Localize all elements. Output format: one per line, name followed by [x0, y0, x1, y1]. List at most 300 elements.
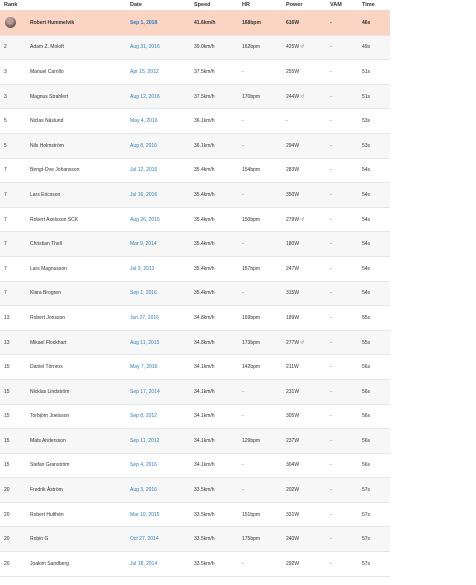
athlete-name-text[interactable]: Fredrik Åström [30, 487, 63, 494]
activity-date-link-text[interactable]: Sep 4, 2016 [130, 462, 157, 469]
time-cell [358, 60, 390, 85]
time-cell [358, 453, 390, 478]
activity-date-link[interactable] [126, 453, 190, 478]
time-cell [358, 109, 390, 134]
vam-cell-text: - [330, 118, 332, 125]
table-row [0, 60, 390, 85]
vam-cell [326, 527, 358, 552]
time-cell-text: 57s [362, 536, 371, 543]
vam-cell-text: - [330, 44, 332, 51]
athlete-name-text[interactable]: Robert Axelsson SCK [30, 216, 79, 223]
power-cell [282, 502, 326, 527]
table-row [0, 552, 390, 577]
vam-cell-text: - [330, 339, 332, 346]
hr-cell [238, 502, 282, 527]
activity-date-link[interactable] [126, 330, 190, 355]
speed-cell [190, 478, 238, 503]
hr-cell-text: 129bpm [242, 437, 261, 444]
power-cell [282, 552, 326, 577]
activity-date-link[interactable] [126, 232, 190, 257]
time-cell [358, 355, 390, 380]
time-cell [358, 35, 390, 60]
speed-cell [190, 84, 238, 109]
vam-cell [326, 478, 358, 503]
hr-cell [238, 404, 282, 429]
activity-date-link-text[interactable]: Sep 17, 2014 [130, 388, 160, 395]
hr-cell [238, 207, 282, 232]
table-row [0, 11, 390, 36]
table-row [0, 404, 390, 429]
athlete-name[interactable] [26, 404, 126, 429]
vam-cell [326, 133, 358, 158]
time-cell [358, 502, 390, 527]
hr-cell-text: 151bpm [242, 511, 261, 518]
speed-cell-text: 37.5km/h [194, 93, 215, 100]
speed-cell [190, 60, 238, 85]
power-cell-text: 331W [286, 511, 300, 518]
time-cell [358, 133, 390, 158]
header-row [0, 0, 390, 11]
power-cell-text: 240W [286, 536, 300, 543]
hr-cell-text: 150bpm [242, 216, 261, 223]
hr-cell [238, 133, 282, 158]
time-cell [358, 256, 390, 281]
vam-cell [326, 158, 358, 183]
vam-cell [326, 35, 358, 60]
speed-cell [190, 35, 238, 60]
vam-cell-text: - [330, 142, 332, 149]
time-cell-text: 55s [362, 314, 371, 321]
activity-date-link[interactable] [126, 527, 190, 552]
time-cell-text: 54s [362, 167, 371, 174]
power-cell-text: 189W [286, 314, 300, 321]
partial-cell [282, 576, 326, 585]
vam-cell-text: - [330, 462, 332, 469]
partial-cell [358, 576, 390, 585]
partial-cell [26, 576, 126, 585]
athlete-name[interactable] [26, 158, 126, 183]
vam-cell [326, 109, 358, 134]
time-cell-text: 56s [362, 364, 371, 371]
athlete-name-text[interactable]: Adam Z. Moloft [30, 44, 64, 51]
hr-cell-text: - [242, 388, 244, 395]
rank-cell: 20 [0, 478, 26, 503]
rank-cell: 13 [0, 306, 26, 331]
rank-cell: 5 [0, 133, 26, 158]
athlete-name-text[interactable]: Nicklas Lindström [30, 388, 70, 395]
power-cell-text: 277W [286, 339, 300, 346]
hr-cell-text: 173bpm [242, 339, 261, 346]
header-date[interactable]: Date [126, 0, 190, 11]
activity-date-link[interactable] [126, 207, 190, 232]
activity-date-link-text[interactable]: Sep 8, 2012 [130, 413, 157, 420]
vam-cell-text: - [330, 93, 332, 100]
activity-date-link[interactable] [126, 429, 190, 454]
vam-cell [326, 404, 358, 429]
header-vam[interactable]: VAM [326, 0, 358, 11]
power-cell-text: 247W [286, 265, 300, 272]
athlete-name-text[interactable]: Robin G [30, 536, 49, 543]
athlete-name-text[interactable]: Lars Magnusson [30, 265, 67, 272]
activity-date-link-text[interactable]: Jul 3, 2013 [130, 265, 155, 272]
partial-cell [126, 576, 190, 585]
activity-date-link[interactable] [126, 11, 190, 36]
hr-cell-text: 169bpm [242, 314, 261, 321]
time-cell [358, 552, 390, 577]
time-cell [358, 478, 390, 503]
vam-cell [326, 379, 358, 404]
activity-date-link[interactable] [126, 379, 190, 404]
activity-date-link[interactable] [126, 35, 190, 60]
hr-cell-text: - [242, 241, 244, 248]
partial-cell [0, 576, 26, 585]
time-cell [358, 207, 390, 232]
athlete-name-text[interactable]: Robert Hummelvik [30, 19, 75, 26]
lightning-bolt-icon: ≉ [299, 216, 304, 223]
power-cell-text: 425W [286, 44, 300, 51]
vam-cell-text: - [330, 536, 332, 543]
activity-date-link-text[interactable]: Oct 27, 2014 [130, 536, 159, 543]
athlete-name[interactable] [26, 11, 126, 36]
vam-cell-text: - [330, 290, 332, 297]
table-row [0, 330, 390, 355]
vam-cell-text: - [330, 413, 332, 420]
table-row [0, 35, 390, 60]
rank-cell: 7 [0, 281, 26, 306]
vam-cell-text: - [330, 487, 332, 494]
time-cell [358, 429, 390, 454]
athlete-name[interactable] [26, 183, 126, 208]
power-cell-text: 231W [286, 388, 300, 395]
power-cell-text: 305W [286, 413, 300, 420]
table-row [0, 281, 390, 306]
vam-cell-text: - [330, 241, 332, 248]
athlete-name[interactable] [26, 552, 126, 577]
athlete-name[interactable] [26, 232, 126, 257]
athlete-name[interactable] [26, 207, 126, 232]
vam-cell [326, 355, 358, 380]
activity-date-link[interactable] [126, 109, 190, 134]
speed-cell [190, 306, 238, 331]
rank-cell: 13 [0, 330, 26, 355]
hr-cell [238, 453, 282, 478]
power-cell-text: - [286, 118, 288, 125]
hr-cell-text: 168bpm [242, 19, 261, 26]
hr-cell-text: - [242, 68, 244, 75]
power-cell-text: 283W [286, 167, 300, 174]
athlete-name-text[interactable]: Nils Holmström [30, 142, 64, 149]
table-row [0, 256, 390, 281]
athlete-name-text[interactable]: Klara Brogren [30, 290, 61, 297]
power-cell-text: 255W [286, 68, 300, 75]
table-row [0, 133, 390, 158]
rank-cell: 7 [0, 256, 26, 281]
athlete-name-text[interactable]: Mikael Flockhart [30, 339, 67, 346]
speed-cell-text: 35.4km/h [194, 216, 215, 223]
speed-cell [190, 355, 238, 380]
hr-cell-text: - [242, 142, 244, 149]
activity-date-link-text[interactable]: Aug 3, 2016 [130, 487, 157, 494]
athlete-name[interactable] [26, 60, 126, 85]
time-cell-text: 54s [362, 216, 371, 223]
activity-date-link-text[interactable]: May 4, 2016 [130, 118, 158, 125]
athlete-name-text[interactable]: Joakim Sandberg [30, 560, 69, 567]
vam-cell [326, 183, 358, 208]
power-cell-text: 180W [286, 241, 300, 248]
athlete-name-text[interactable]: Bengt-Ove Johansson [30, 167, 80, 174]
time-cell [358, 306, 390, 331]
speed-cell-text: 33.5km/h [194, 536, 215, 543]
speed-cell-text: 39.0km/h [194, 44, 215, 51]
rank-cell: 7 [0, 183, 26, 208]
table-row [0, 527, 390, 552]
speed-cell [190, 330, 238, 355]
header-rank[interactable]: Rank [0, 0, 26, 11]
rank-cell: 15 [0, 429, 26, 454]
table-row [0, 429, 390, 454]
rank-cell: 15 [0, 453, 26, 478]
table-row [0, 478, 390, 503]
speed-cell [190, 404, 238, 429]
time-cell-text: 49s [362, 44, 371, 51]
time-cell-text: 54s [362, 290, 371, 297]
activity-date-link[interactable] [126, 478, 190, 503]
time-cell [358, 183, 390, 208]
activity-date-link[interactable] [126, 355, 190, 380]
power-cell [282, 133, 326, 158]
time-cell-text: 53s [362, 142, 371, 149]
speed-cell [190, 133, 238, 158]
athlete-name-text[interactable]: Niclas Näslund [30, 118, 64, 125]
athlete-name-text[interactable]: Robert Hulthén [30, 511, 64, 518]
rank-cell: 15 [0, 355, 26, 380]
activity-date-link-text[interactable]: May 7, 2016 [130, 364, 158, 371]
power-cell [282, 158, 326, 183]
activity-date-link-text[interactable]: Aug 11, 2015 [130, 339, 160, 346]
athlete-name-text[interactable]: Robert Jonsson [30, 314, 66, 321]
hr-cell-text: 170bpm [242, 93, 261, 100]
vam-cell [326, 330, 358, 355]
power-cell [282, 306, 326, 331]
activity-date-link-text[interactable]: Mar 9, 2014 [130, 241, 157, 248]
athlete-name[interactable] [26, 330, 126, 355]
power-cell-text: 304W [286, 462, 300, 469]
vam-cell [326, 306, 358, 331]
athlete-name[interactable] [26, 133, 126, 158]
activity-date-link-text[interactable]: Aug 8, 2016 [130, 142, 157, 149]
hr-cell-text: - [242, 413, 244, 420]
time-cell [358, 527, 390, 552]
activity-date-link[interactable] [126, 502, 190, 527]
time-cell [358, 158, 390, 183]
table-row [0, 232, 390, 257]
speed-cell-text: 33.5km/h [194, 560, 215, 567]
athlete-name[interactable] [26, 478, 126, 503]
header-power[interactable]: Power [282, 0, 326, 11]
time-cell-text: 54s [362, 265, 371, 272]
athlete-name-text[interactable]: Magnus Strahlert [30, 93, 69, 100]
athlete-name-text[interactable]: Mats Andersson [30, 437, 66, 444]
time-cell-text: 54s [362, 191, 371, 198]
speed-cell-text: 34.8km/h [194, 314, 215, 321]
speed-cell [190, 281, 238, 306]
activity-date-link[interactable] [126, 256, 190, 281]
hr-cell [238, 281, 282, 306]
header-name [26, 0, 126, 11]
speed-cell [190, 552, 238, 577]
athlete-name[interactable] [26, 429, 126, 454]
table-row [0, 379, 390, 404]
athlete-name-text[interactable]: Lars Ericsson [30, 191, 61, 198]
speed-cell [190, 183, 238, 208]
hr-cell-text: - [242, 487, 244, 494]
athlete-name[interactable] [26, 109, 126, 134]
athlete-name-text[interactable]: Christian Thell [30, 241, 62, 248]
power-cell-text: 237W [286, 437, 300, 444]
activity-date-link[interactable] [126, 158, 190, 183]
power-cell-text: 616W [286, 19, 300, 26]
athlete-name[interactable] [26, 306, 126, 331]
table-row [0, 84, 390, 109]
speed-cell-text: 33.5km/h [194, 487, 215, 494]
hr-cell [238, 355, 282, 380]
lightning-bolt-icon: ≉ [299, 339, 304, 346]
athlete-name[interactable] [26, 379, 126, 404]
avatar[interactable] [5, 17, 16, 28]
activity-date-link-text[interactable]: Jul 18, 2014 [130, 560, 158, 567]
hr-cell-text: 175bpm [242, 536, 261, 543]
athlete-name[interactable] [26, 35, 126, 60]
power-cell [282, 527, 326, 552]
activity-date-link-text[interactable]: Sep 1, 2016 [130, 290, 157, 297]
power-cell-text: 294W [286, 142, 300, 149]
speed-cell [190, 109, 238, 134]
speed-cell-text: 36.1km/h [194, 142, 215, 149]
rank-cell: 3 [0, 60, 26, 85]
athlete-name[interactable] [26, 84, 126, 109]
activity-date-link-text[interactable]: Mar 10, 2015 [130, 511, 160, 518]
rank-cell: 20 [0, 527, 26, 552]
hr-cell [238, 232, 282, 257]
activity-date-link[interactable] [126, 404, 190, 429]
table-row [0, 502, 390, 527]
time-cell [358, 11, 390, 36]
hr-cell [238, 527, 282, 552]
activity-date-link[interactable] [126, 183, 190, 208]
time-cell-text: 56s [362, 437, 371, 444]
speed-cell-text: 35.4km/h [194, 191, 215, 198]
rank-cell: 7 [0, 232, 26, 257]
activity-date-link[interactable] [126, 306, 190, 331]
activity-date-link-text[interactable]: Aug 31, 2016 [130, 44, 160, 51]
activity-date-link-text[interactable]: Jul 12, 2016 [130, 167, 158, 174]
athlete-name[interactable] [26, 256, 126, 281]
activity-date-link-text[interactable]: Sep 11, 2012 [130, 437, 160, 444]
power-cell [282, 11, 326, 36]
activity-date-link[interactable] [126, 133, 190, 158]
activity-date-link[interactable] [126, 60, 190, 85]
vam-cell [326, 60, 358, 85]
activity-date-link-text[interactable]: Jun 27, 2016 [130, 314, 159, 321]
hr-cell-text: - [242, 191, 244, 198]
partial-cell [326, 576, 358, 585]
power-cell [282, 404, 326, 429]
activity-date-link[interactable] [126, 84, 190, 109]
speed-cell-text: 36.1km/h [194, 118, 215, 125]
speed-cell [190, 453, 238, 478]
hr-cell [238, 60, 282, 85]
speed-cell-text: 35.4km/h [194, 241, 215, 248]
power-cell [282, 256, 326, 281]
power-cell [282, 207, 326, 232]
athlete-name-text[interactable]: Manuel Carrillo [30, 68, 64, 75]
header-speed[interactable]: Speed [190, 0, 238, 11]
vam-cell [326, 281, 358, 306]
athlete-name-text[interactable]: Daniel Törnros [30, 364, 63, 371]
rank-cell: 15 [0, 379, 26, 404]
power-cell-text: 315W [286, 290, 300, 297]
table-row [0, 183, 390, 208]
vam-cell-text: - [330, 437, 332, 444]
hr-cell-text: 142bpm [242, 364, 261, 371]
athlete-name-text[interactable]: Stefan Granström [30, 462, 70, 469]
vam-cell-text: - [330, 191, 332, 198]
activity-date-link-text[interactable]: Sep 1, 2018 [130, 19, 158, 26]
hr-cell [238, 478, 282, 503]
hr-cell [238, 35, 282, 60]
vam-cell-text: - [330, 511, 332, 518]
activity-date-link-text[interactable]: Jul 16, 2016 [130, 191, 158, 198]
rank-cell: 3 [0, 84, 26, 109]
table-row-partial [0, 576, 390, 585]
header-hr[interactable]: HR [238, 0, 282, 11]
speed-cell [190, 527, 238, 552]
speed-cell-text: 35.4km/h [194, 265, 215, 272]
power-cell-text: 279W [286, 216, 300, 223]
athlete-name[interactable] [26, 527, 126, 552]
activity-date-link-text[interactable]: Aug 12, 2016 [130, 93, 160, 100]
athlete-name[interactable] [26, 502, 126, 527]
power-cell [282, 281, 326, 306]
athlete-name[interactable] [26, 453, 126, 478]
vam-cell-text: - [330, 388, 332, 395]
hr-cell-text: - [242, 560, 244, 567]
time-cell-text: 57s [362, 560, 371, 567]
activity-date-link-text[interactable]: Aug 26, 2015 [130, 216, 160, 223]
speed-cell [190, 379, 238, 404]
activity-date-link[interactable] [126, 552, 190, 577]
time-cell [358, 281, 390, 306]
athlete-name[interactable] [26, 281, 126, 306]
power-cell [282, 453, 326, 478]
time-cell-text: 51s [362, 68, 371, 75]
athlete-name-text[interactable]: Torbjörn Joelsson [30, 413, 70, 420]
speed-cell-text: 33.5km/h [194, 511, 215, 518]
header-time[interactable]: Time [358, 0, 390, 11]
rank-cell: 20 [0, 552, 26, 577]
activity-date-link[interactable] [126, 281, 190, 306]
athlete-name[interactable] [26, 355, 126, 380]
partial-cell [238, 576, 282, 585]
hr-cell [238, 158, 282, 183]
hr-cell [238, 330, 282, 355]
time-cell [358, 232, 390, 257]
rank-cell [0, 11, 26, 36]
activity-date-link-text[interactable]: Apr 15, 2012 [130, 68, 159, 75]
time-cell-text: 57s [362, 511, 371, 518]
speed-cell-text: 34.1km/h [194, 413, 215, 420]
power-cell [282, 478, 326, 503]
